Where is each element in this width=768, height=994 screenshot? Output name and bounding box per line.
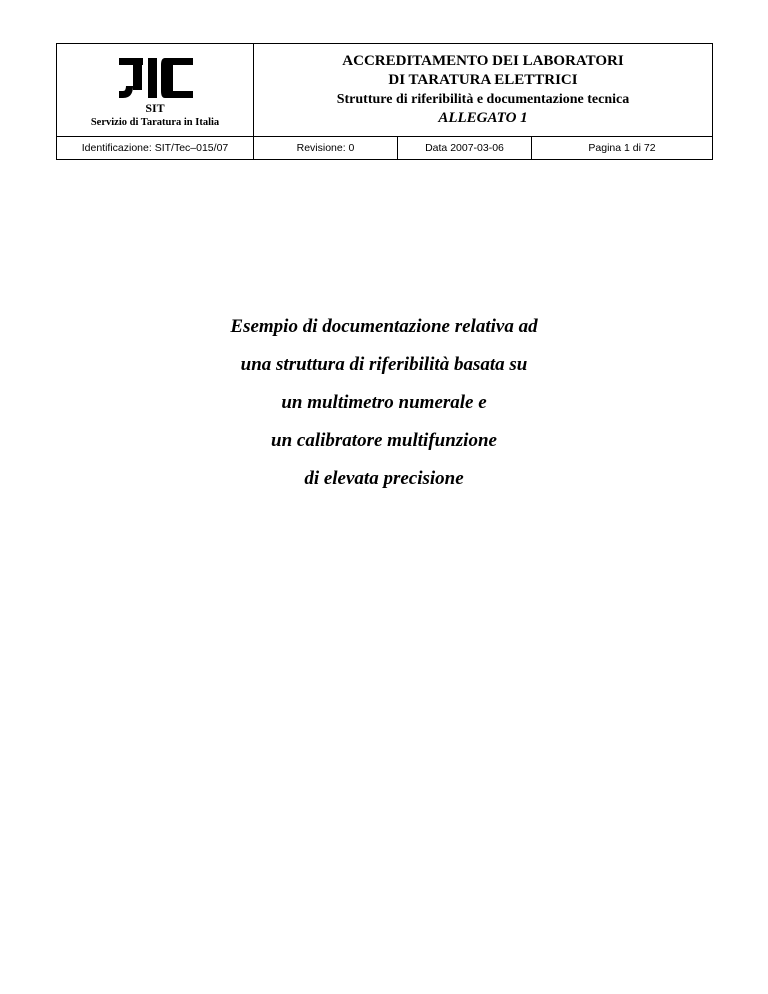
identification-field: Identificazione: SIT/Tec–015/07 [57,136,254,159]
sit-logo-icon [117,58,195,102]
logo-cell [57,44,254,137]
title-line-1: ACCREDITAMENTO DEI LABORATORI [342,52,624,69]
heading-line-5: di elevata precisione [304,468,464,489]
title-line-3: Strutture di riferibilità e documentazione tecnica [336,91,630,107]
page-number-field: Pagina 1 di 72 [532,136,713,159]
heading-line-1: Esempio di documentazione relativa ad [230,316,538,337]
title-line-2: DI TARATURA ELETTRICI [388,71,578,88]
heading-line-3: un multimetro numerale e [281,392,487,413]
logo-acronym: SIT [145,101,165,115]
document-header [56,43,713,160]
document-main-heading [0,308,768,498]
title-line-4: ALLEGATO 1 [438,109,528,126]
heading-line-2: una struttura di riferibilità basata su [240,354,528,375]
revision-field: Revisione: 0 [254,136,398,159]
logo-org-name: Servizio di Taratura in Italia [90,117,220,128]
document-title-cell [254,44,713,137]
date-field: Data 2007-03-06 [398,136,532,159]
heading-line-4: un calibratore multifunzione [271,430,497,451]
